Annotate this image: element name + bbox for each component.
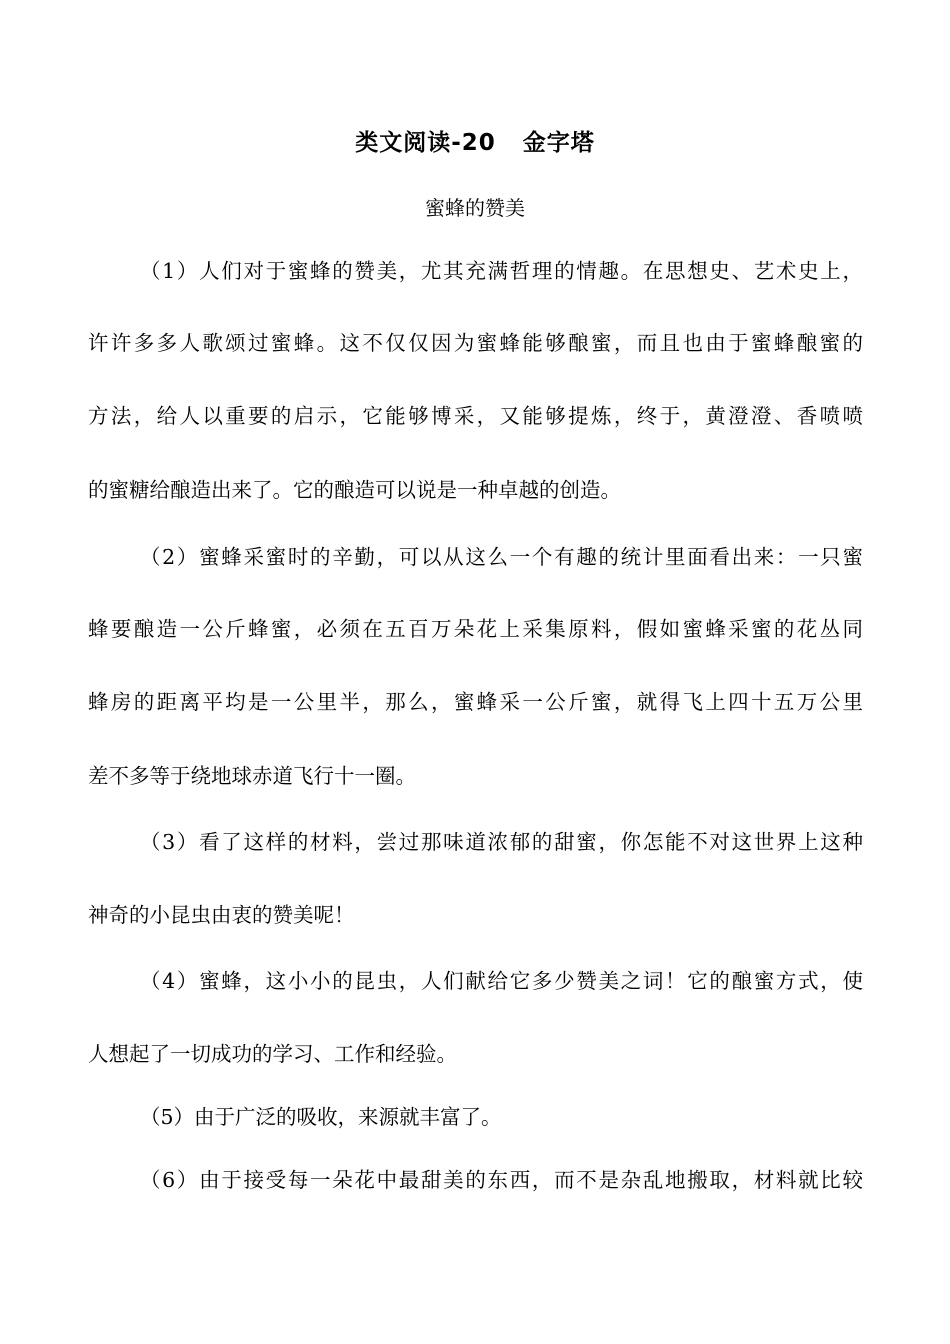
paragraph-1-line-2: 许许多多人歌颂过蜜蜂。这不仅仅因为蜜蜂能够酿蜜，而且也由于蜜蜂酿蜜的 bbox=[88, 331, 863, 355]
paragraph-6-line-1: （6）由于接受每一朵花中最甜美的东西，而不是杂乱地搬取，材料就比较 bbox=[140, 1168, 863, 1192]
document-title: 类文阅读-20 金字塔 bbox=[355, 130, 595, 156]
paragraph-1-line-3: 方法，给人以重要的启示，它能够博采，又能够提炼，终于，黄澄澄、香喷喷 bbox=[88, 404, 863, 428]
paragraph-2-line-4: 差不多等于绕地球赤道飞行十一圈。 bbox=[88, 764, 416, 788]
paragraph-4-line-2: 人想起了一切成功的学习、工作和经验。 bbox=[88, 1042, 457, 1066]
paragraph-2-line-3: 蜂房的距离平均是一公里半，那么，蜜蜂采一公斤蜜，就得飞上四十五万公里 bbox=[88, 690, 863, 714]
paragraph-1-line-4: 的蜜糖给酿造出来了。它的酿造可以说是一种卓越的创造。 bbox=[88, 478, 621, 502]
paragraph-3-line-2: 神奇的小昆虫由衷的赞美呢！ bbox=[88, 903, 355, 927]
paragraph-2-line-2: 蜂要酿造一公斤蜂蜜，必须在五百万朵花上采集原料，假如蜜蜂采蜜的花丛同 bbox=[88, 617, 863, 641]
paragraph-3-line-1: （3）看了这样的材料，尝过那味道浓郁的甜蜜，你怎能不对这世界上这种 bbox=[140, 830, 863, 854]
paragraph-2-line-1: （2）蜜蜂采蜜时的辛勤，可以从这么一个有趣的统计里面看出来：一只蜜 bbox=[140, 545, 863, 569]
paragraph-5-line-1: （5）由于广泛的吸收，来源就丰富了。 bbox=[140, 1105, 502, 1129]
paragraph-1-line-1: （1）人们对于蜜蜂的赞美，尤其充满哲理的情趣。在思想史、艺术史上， bbox=[140, 259, 863, 283]
paragraph-4-line-1: （4）蜜蜂，这小小的昆虫，人们献给它多少赞美之词！它的酿蜜方式，使 bbox=[140, 969, 863, 993]
document-subtitle: 蜜蜂的赞美 bbox=[425, 196, 525, 220]
